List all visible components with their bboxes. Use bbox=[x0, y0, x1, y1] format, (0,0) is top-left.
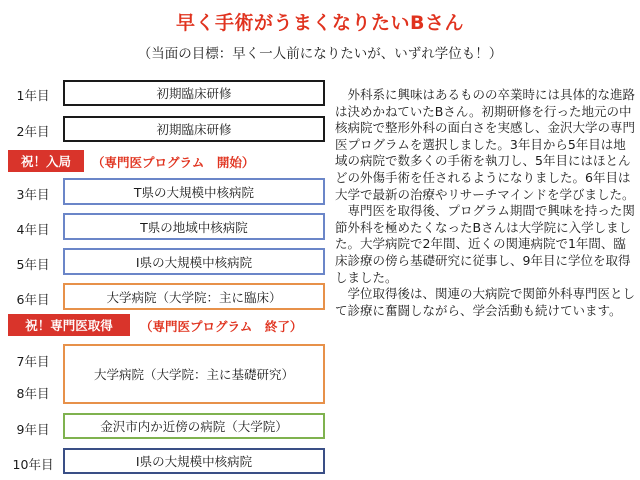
year-label-4: 4年目 bbox=[16, 222, 50, 237]
specialist-badge: 祝！専門医取得 bbox=[8, 314, 130, 336]
timeline-box-year-6: 大学病院（大学院：主に臨床） bbox=[63, 283, 325, 310]
page-subtitle: （当面の目標：早く一人前になりたいが、いずれ学位も！） bbox=[137, 46, 503, 62]
description-paragraph-2: 専門医を取得後、プログラム期間で興味を持った関節外科を極めたくなったBさんは大学院に入学しました。大学病院で2年間、近くの関連病院で1年間、臨床診療の傍ら基礎研究に従事し、9年目に学位を取得しました。 bbox=[335, 203, 635, 285]
timeline-box-year-5: I県の大規模中核病院 bbox=[63, 248, 325, 275]
timeline-box-year-2: 初期臨床研修 bbox=[63, 116, 325, 142]
timeline-box-year-4: T県の地域中核病院 bbox=[63, 213, 325, 240]
description-paragraph-1: 外科系に興味はあるものの卒業時には具体的な進路は決めかねていたBさん。初期研修を行った地元の中核病院で整形外科の面白さを実感し、金沢大学の専門医プログラムを選択しました。3年目から5年目は地域の病院で数多くの手術を執刀し、5年目にはほとんどの外傷手術を任されるようになりました。6年目は大学で最新の治療やリサーチマインドを学びました。 bbox=[335, 87, 636, 202]
year-label-8: 8年目 bbox=[16, 386, 50, 401]
timeline-box-year-9: 金沢市内か近傍の病院（大学院） bbox=[63, 413, 325, 439]
year-label-5: 5年目 bbox=[16, 257, 50, 272]
timeline-box-year-7-8: 大学病院（大学院：主に基礎研究） bbox=[63, 344, 325, 404]
page-title: 早く手術がうまくなりたいBさん bbox=[176, 12, 464, 34]
timeline-box-year-10: I県の大規模中核病院 bbox=[63, 448, 325, 474]
year-label-3: 3年目 bbox=[16, 187, 50, 202]
timeline-box-year-1: 初期臨床研修 bbox=[63, 80, 325, 106]
description-text bbox=[335, 87, 635, 319]
timeline-box-year-3: T県の大規模中核病院 bbox=[63, 178, 325, 205]
year-label-7: 7年目 bbox=[16, 354, 50, 369]
year-label-6: 6年目 bbox=[16, 292, 50, 307]
program-end-label: （専門医プログラム 終了） bbox=[140, 319, 303, 334]
program-start-label: （専門医プログラム 開始） bbox=[92, 155, 255, 170]
description-paragraph-3: 学位取得後は、関連の大病院で関節外科専門医として診療に奮闘しながら、学会活動も続けています。 bbox=[335, 286, 636, 318]
year-label-1: 1年目 bbox=[16, 88, 50, 103]
year-label-9: 9年目 bbox=[16, 422, 50, 437]
start-badge: 祝！入局 bbox=[8, 150, 84, 172]
year-label-2: 2年目 bbox=[16, 124, 50, 139]
year-label-10: 10年目 bbox=[12, 457, 54, 472]
